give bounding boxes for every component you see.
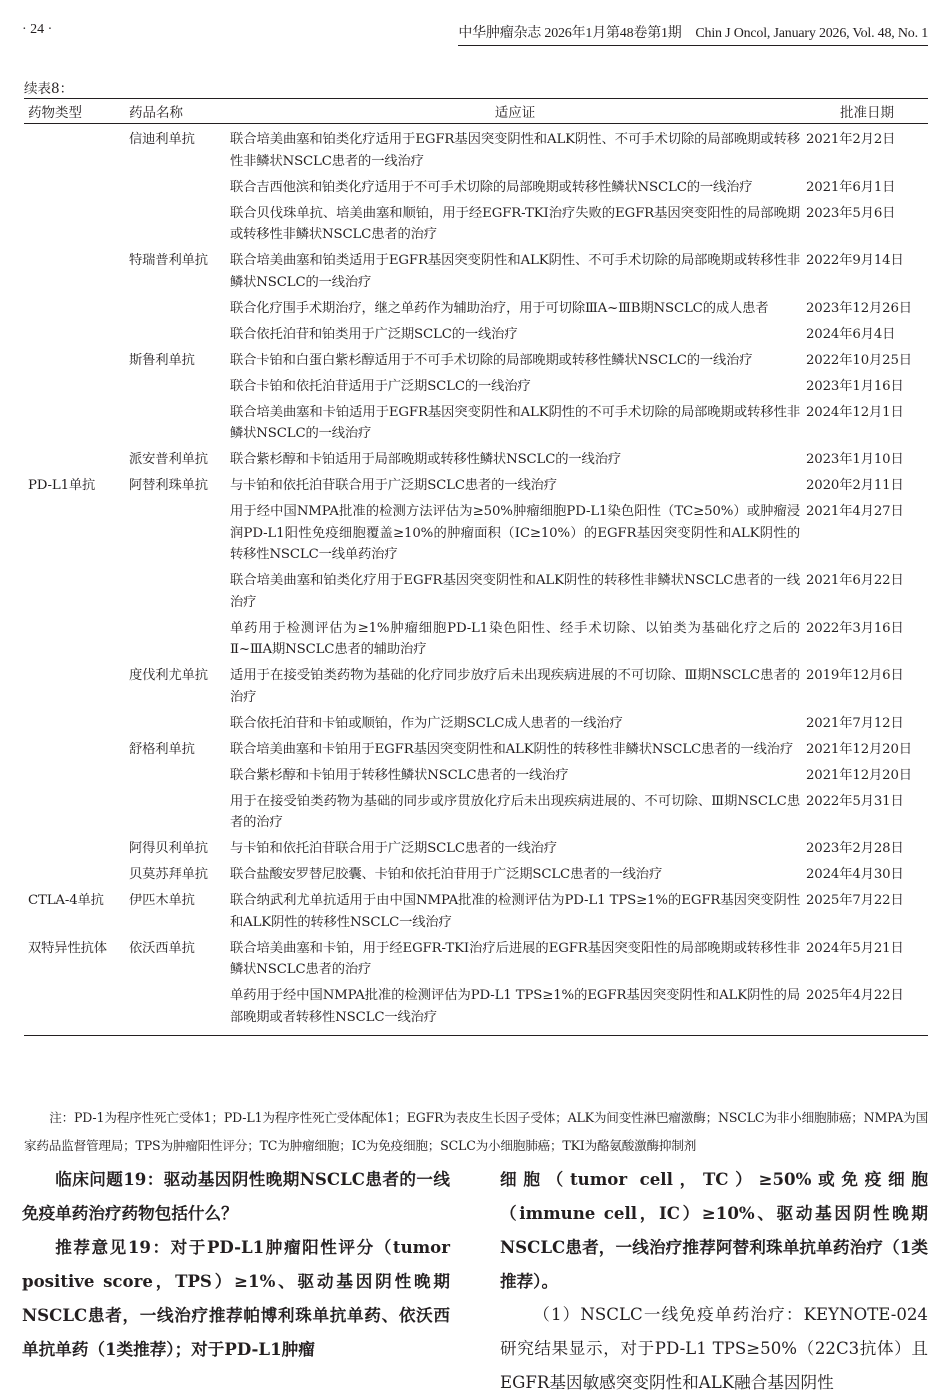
- table-bottom-rule: [24, 1035, 928, 1036]
- approval-date-cell: 2020年2月11日: [806, 478, 904, 493]
- approval-date-cell: 2019年12月6日: [806, 668, 904, 683]
- drug-type-cell: [24, 298, 125, 320]
- drug-type-cell: 双特异性抗体: [28, 940, 107, 956]
- indication-cell: 联合培美曲塞和铂类化疗适用于EGFR基因突变阴性和ALK阴性、不可手术切除的局部晚期或转移性非鳞状NSCLC患者的一线治疗: [230, 132, 800, 169]
- drug-type-cell: [24, 350, 125, 372]
- approval-date-cell: 2021年2月2日: [806, 132, 896, 147]
- drug-name-cell: [125, 713, 226, 735]
- drug-name-cell: [125, 765, 226, 787]
- column-header-indication: 适应证: [494, 105, 536, 121]
- drug-name-cell: [125, 203, 226, 246]
- table-row: [24, 203, 928, 251]
- drug-name-cell: 贝莫苏拜单抗: [129, 867, 208, 882]
- indication-cell: 联合贝伐珠单抗、培美曲塞和顺铂，用于经EGFR-TKI治疗失败的EGFR基因突变阳性的局部晚期或转移性非鳞状NSCLC患者的治疗: [230, 205, 800, 242]
- table-row: [24, 501, 928, 570]
- table-row: [24, 890, 928, 938]
- indication-cell: 联合化疗围手术期治疗，继之单药作为辅助治疗，用于可切除ⅢA~ⅢB期NSCLC的成人患者: [230, 300, 769, 316]
- table-row: [24, 402, 928, 450]
- drug-name-cell: [125, 570, 226, 613]
- approval-date-cell: 2024年12月1日: [806, 404, 904, 420]
- drug-name-cell: [125, 298, 226, 320]
- drug-name-cell: 信迪利单抗: [129, 132, 195, 147]
- drug-type-cell: CTLA-4单抗: [28, 893, 104, 908]
- approval-date-cell: 2022年3月16日: [806, 620, 904, 636]
- indication-cell: 联合盐酸安罗替尼胶囊、卡铂和依托泊苷用于广泛期SCLC患者的一线治疗: [230, 867, 663, 882]
- indication-cell: 联合培美曲塞和铂类化疗用于EGFR基因突变阴性和ALK阴性的转移性非鳞状NSCLC患者的一线治疗: [230, 573, 800, 610]
- approval-date-cell: 2024年4月30日: [806, 867, 904, 882]
- running-header: 中华肿瘤杂志 2026年1月第48卷第1期 Chin J Oncol, January 2026, Vol. 48, No. 1: [458, 22, 928, 46]
- approval-date-cell: 2021年4月27日: [806, 504, 904, 519]
- drug-type-cell: [24, 570, 125, 613]
- approval-date-cell: 2023年1月16日: [806, 378, 904, 394]
- drug-type-cell: [24, 864, 125, 886]
- table-row: [24, 350, 928, 376]
- approval-date-cell: 2021年12月20日: [806, 767, 912, 783]
- drug-name-cell: [125, 402, 226, 445]
- indication-cell: 联合培美曲塞和卡铂用于EGFR基因突变阴性和ALK阴性的转移性非鳞状NSCLC患者的一线治疗: [230, 741, 794, 757]
- drug-type-cell: [24, 501, 125, 566]
- clinical-question-19: 临床问题19：驱动基因阴性晚期NSCLC患者的一线免疫单药治疗药物包括什么？: [22, 1169, 450, 1223]
- drug-name-cell: [125, 791, 226, 834]
- table-row: [24, 665, 928, 713]
- indication-cell: 单药用于检测评估为≥1%肿瘤细胞PD-L1染色阳性、经手术切除、以铂类为基础化疗之后的Ⅱ~ⅢA期NSCLC患者的辅助治疗: [230, 620, 800, 657]
- table-row: [24, 298, 928, 324]
- drug-name-cell: 度伐利尤单抗: [129, 668, 208, 683]
- drug-type-cell: [24, 739, 125, 761]
- column-header-name: 药品名称: [129, 105, 183, 121]
- table-row: [24, 713, 928, 739]
- table-row: [24, 838, 928, 864]
- drug-type-cell: [24, 129, 125, 172]
- approval-date-cell: 2022年5月31日: [806, 793, 904, 809]
- table-row: [24, 791, 928, 839]
- drug-name-cell: 斯鲁利单抗: [129, 352, 195, 368]
- drug-type-cell: [24, 177, 125, 199]
- approval-date-cell: 2025年4月22日: [806, 988, 904, 1003]
- drug-name-cell: [125, 501, 226, 566]
- drug-name-cell: [125, 324, 226, 346]
- approval-date-cell: 2022年10月25日: [806, 352, 912, 368]
- drug-name-cell: [125, 376, 226, 398]
- recommendation-19: 推荐意见19：对于PD-L1肿瘤阳性评分（tumor positive score，TPS）≥1%、驱动基因阴性晚期NSCLC患者，一线治疗推荐帕博利珠单抗单药、依沃西单抗单药（1类推荐）；对于PD-L1肿瘤: [22, 1237, 450, 1359]
- drug-name-cell: 特瑞普利单抗: [129, 253, 208, 268]
- approval-date-cell: 2021年6月22日: [806, 573, 904, 588]
- approval-date-cell: 2025年7月22日: [806, 893, 904, 908]
- table-header: [24, 99, 928, 123]
- drug-type-cell: [24, 376, 125, 398]
- indication-cell: 用于经中国NMPA批准的检测方法评估为≥50%肿瘤细胞PD-L1染色阳性（TC≥50%）或肿瘤浸润PD-L1阳性免疫细胞覆盖≥10%的肿瘤面积（IC≥10%）的EGFR基因突变阴性和ALK阴性的转移性NSCLC一线单药治疗: [230, 504, 800, 562]
- indication-cell: 联合卡铂和依托泊苷适用于广泛期SCLC的一线治疗: [230, 378, 531, 394]
- approval-date-cell: 2021年6月1日: [806, 179, 896, 195]
- drug-type-cell: [24, 402, 125, 445]
- drug-type-cell: [24, 985, 125, 1028]
- drug-name-cell: [125, 985, 226, 1028]
- drug-name-cell: 依沃西单抗: [129, 940, 195, 956]
- indication-cell: 联合培美曲塞和卡铂适用于EGFR基因突变阴性和ALK阴性的不可手术切除的局部晚期或转移性非鳞状NSCLC的一线治疗: [230, 404, 800, 441]
- table-row: [24, 324, 928, 350]
- drug-name-cell: [125, 618, 226, 661]
- approval-date-cell: 2024年5月21日: [806, 940, 904, 956]
- body-column-left: [22, 1162, 450, 1366]
- table-row: [24, 938, 928, 986]
- drug-name-cell: 伊匹木单抗: [129, 893, 195, 908]
- drug-type-cell: PD-L1单抗: [28, 478, 96, 493]
- page-number: · 24 ·: [22, 22, 53, 37]
- indication-cell: 联合依托泊苷和卡铂或顺铂，作为广泛期SCLC成人患者的一线治疗: [230, 715, 623, 731]
- table-row: [24, 449, 928, 475]
- indication-cell: 联合培美曲塞和卡铂，用于经EGFR-TKI治疗后进展的EGFR基因突变阳性的局部晚期或转移性非鳞状NSCLC患者的治疗: [230, 940, 800, 977]
- table-row: [24, 475, 928, 501]
- drug-name-cell: 阿替利珠单抗: [129, 478, 208, 493]
- approval-date-cell: 2022年9月14日: [806, 253, 904, 268]
- table-row: [24, 129, 928, 177]
- approval-date-cell: 2023年12月26日: [806, 300, 912, 316]
- drug-type-cell: [24, 203, 125, 246]
- table-row: [24, 739, 928, 765]
- indication-cell: 联合吉西他滨和铂类化疗适用于不可手术切除的局部晚期或转移性鳞状NSCLC的一线治疗: [230, 179, 753, 195]
- table-note: 注：PD-1为程序性死亡受体1；PD-L1为程序性死亡受体配体1；EGFR为表皮生长因子受体；ALK为间变性淋巴瘤激酶；NSCLC为非小细胞肺癌；NMPA为国家药品监督管理局；TPS为肿瘤阳性评分；TC为肿瘤细胞；IC为免疫细胞；SCLC为小细胞肺癌；TKI为酪氨酸激酶抑制剂: [24, 1110, 928, 1153]
- recommendation-19-continued: 细胞（tumor cell，TC）≥50%或免疫细胞（immune cell，IC）≥10%、驱动基因阴性晚期NSCLC患者，一线治疗推荐阿替利珠单抗单药治疗（1类推荐）。: [500, 1169, 928, 1291]
- drug-name-cell: 派安普利单抗: [129, 452, 208, 467]
- table-row: [24, 985, 928, 1033]
- approval-date-cell: 2024年6月4日: [806, 326, 896, 342]
- drug-name-cell: 舒格利单抗: [129, 741, 195, 757]
- drug-type-cell: [24, 618, 125, 661]
- drug-type-cell: [24, 765, 125, 787]
- table-row: [24, 376, 928, 402]
- drug-type-cell: [24, 250, 125, 293]
- drug-type-cell: [24, 665, 125, 708]
- approval-date-cell: 2023年2月28日: [806, 841, 904, 856]
- drug-type-cell: [24, 838, 125, 860]
- drug-type-cell: [24, 324, 125, 346]
- drug-type-cell: [24, 449, 125, 471]
- indication-cell: 与卡铂和依托泊苷联合用于广泛期SCLC患者的一线治疗: [230, 841, 557, 856]
- column-header-date: 批准日期: [840, 105, 894, 121]
- table-row: [24, 765, 928, 791]
- table-row: [24, 618, 928, 666]
- table-body: [24, 124, 928, 1035]
- table-row: [24, 570, 928, 618]
- drug-type-cell: [24, 713, 125, 735]
- table-row: [24, 177, 928, 203]
- indication-cell: 联合纳武利尤单抗适用于由中国NMPA批准的检测评估为PD-L1 TPS≥1%的EGFR基因突变阴性和ALK阴性的转移性NSCLC一线治疗: [230, 893, 800, 930]
- body-paragraph: （1）NSCLC一线免疫单药治疗：KEYNOTE-024研究结果显示，对于PD-L1 TPS≥50%（22C3抗体）且EGFR基因敏感突变阴性和ALK融合基因阴性: [500, 1305, 928, 1392]
- table-row: [24, 250, 928, 298]
- drug-type-cell: [24, 791, 125, 834]
- indication-cell: 联合紫杉醇和卡铂适用于局部晚期或转移性鳞状NSCLC的一线治疗: [230, 452, 621, 467]
- approval-date-cell: 2023年5月6日: [806, 205, 896, 221]
- indication-cell: 联合依托泊苷和铂类用于广泛期SCLC的一线治疗: [230, 326, 518, 342]
- indication-cell: 单药用于经中国NMPA批准的检测评估为PD-L1 TPS≥1%的EGFR基因突变阴性和ALK阴性的局部晚期或者转移性NSCLC一线治疗: [230, 988, 800, 1025]
- body-column-right: [500, 1162, 928, 1400]
- drug-name-cell: [125, 177, 226, 199]
- indication-cell: 用于在接受铂类药物为基础的同步或序贯放化疗后未出现疾病进展的、不可切除、Ⅲ期NSCLC患者的治疗: [230, 793, 800, 830]
- approval-date-cell: 2023年1月10日: [806, 452, 904, 467]
- indication-cell: 联合紫杉醇和卡铂用于转移性鳞状NSCLC患者的一线治疗: [230, 767, 569, 783]
- approval-date-cell: 2021年12月20日: [806, 741, 912, 757]
- approval-date-cell: 2021年7月12日: [806, 715, 904, 731]
- drug-name-cell: 阿得贝利单抗: [129, 841, 208, 856]
- drug-table: [24, 98, 928, 1036]
- table-caption: 续表8：: [24, 81, 74, 97]
- indication-cell: 联合卡铂和白蛋白紫杉醇适用于不可手术切除的局部晚期或转移性鳞状NSCLC的一线治疗: [230, 352, 753, 368]
- indication-cell: 联合培美曲塞和铂类适用于EGFR基因突变阴性和ALK阴性、不可手术切除的局部晚期或转移性非鳞状NSCLC的一线治疗: [230, 253, 800, 290]
- indication-cell: 与卡铂和依托泊苷联合用于广泛期SCLC患者的一线治疗: [230, 478, 557, 493]
- column-header-type: 药物类型: [28, 105, 82, 121]
- table-row: [24, 864, 928, 890]
- indication-cell: 适用于在接受铂类药物为基础的化疗同步放疗后未出现疾病进展的不可切除、Ⅲ期NSCLC患者的治疗: [230, 668, 800, 705]
